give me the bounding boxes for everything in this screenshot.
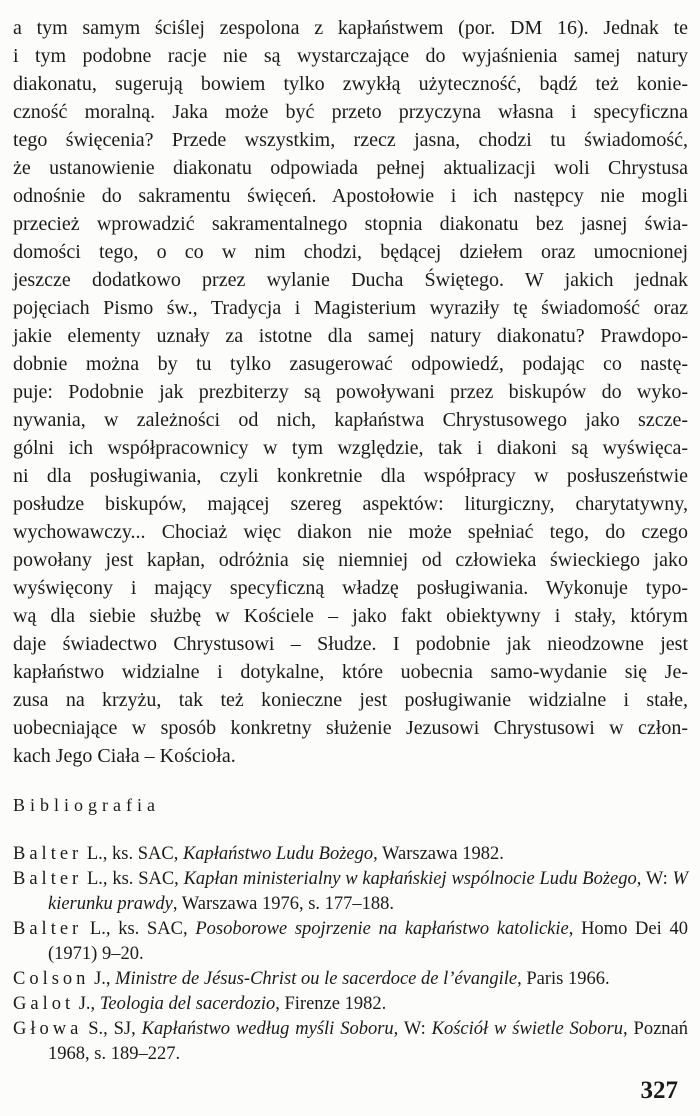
- bibliography-segment: , Poznań 1968, s. 189–227.: [48, 1019, 688, 1064]
- bibliography-segment: Kościół w świetle Soboru: [431, 1019, 624, 1039]
- body-line: przecież wprowadzić sakramentalnego stopnia diakonatu bez jasnej świa-: [13, 213, 688, 235]
- body-line: tego święcenia? Przede wszystkim, rzecz jasna, chodzi tu świadomość,: [13, 129, 688, 151]
- bibliography-entry: [13, 867, 688, 917]
- bibliography-segment: Ministre de Jésus-Christ ou le sacerdoce de l’évangile: [115, 969, 518, 989]
- bibliography-segment: Balter: [13, 844, 83, 864]
- bibliography-heading: Bibliografia: [13, 795, 160, 815]
- bibliography-segment: Balter: [13, 919, 83, 939]
- body-line: uobecniające w sposób konkretny służenie Jezusowi Chrystusowi w człon-: [13, 717, 688, 739]
- bibliography-segment: Kapłan ministerialny w kapłańskiej wspólnocie Ludu Bożego: [183, 869, 637, 889]
- body-line: diakonatu, sugerują bowiem tylko zwykłą użyteczność, bądź też konie-: [13, 73, 688, 95]
- body-line: pojęciach Pismo św., Tradycja i Magisterium wyraziły tę świadomość oraz: [13, 297, 688, 319]
- bibliography-entry: [13, 992, 688, 1017]
- body-line: powołany jest kapłan, odróżnia się niemniej od człowieka świeckiego jako: [13, 549, 688, 571]
- bibliography-segment: J.,: [89, 969, 116, 989]
- bibliography-segment: Kapłaństwo według myśli Soboru: [141, 1019, 394, 1039]
- body-line: gólni ich współpracownicy w tym względzie, tak i diakoni są wyświęca-: [13, 437, 688, 459]
- bibliography-segment: J.,: [74, 994, 100, 1014]
- body-line: dobnie można by tu tylko zasugerować odpowiedź, podając co nastę-: [13, 353, 688, 375]
- body-line: kach Jego Ciała – Kościoła.: [13, 745, 236, 767]
- body-line: jeszcze dodatkowo przez wylanie Ducha Świętego. W jakich jednak: [13, 269, 688, 291]
- body-line: daje świadectwo Chrystusowi – Słudze. I podobnie jak nieodzowne jest: [13, 633, 688, 655]
- body-line: jakie elementy uznały za istotne dla samej natury diakonatu? Prawdopo-: [13, 325, 688, 347]
- bibliography-segment: , Homo Dei 40 (1971) 9–20.: [48, 919, 688, 964]
- bibliography-segment: W kierunku prawdy: [48, 869, 688, 914]
- bibliography-segment: , Paris 1966.: [517, 969, 610, 989]
- body-line: ni dla posługiwania, czyli konkretnie dla współpracy w posłuszeństwie: [13, 465, 688, 487]
- bibliography-segment: Colson: [13, 969, 90, 989]
- body-line: nywania, w zależności od nich, kapłaństwa Chrystusowego jako szcze-: [13, 409, 688, 431]
- bibliography-segment: L., ks. SAC,: [82, 919, 196, 939]
- body-line: domości tego, o co w nim chodzi, będącej dziełem oraz umocnionej: [13, 241, 688, 263]
- body-line: wyświęcony i mający specyficzną władzę posługiwania. Wykonuje typo-: [13, 577, 688, 599]
- bibliography-segment: , Warszawa 1982.: [373, 844, 504, 864]
- body-line: wą dla siebie służbę w Kościele – jako fakt obiektywny i stały, którym: [13, 605, 688, 627]
- body-line: odnośnie do sakramentu święceń. Apostołowie i ich następcy nie mogli: [13, 185, 688, 207]
- bibliography-segment: , W:: [393, 1019, 432, 1039]
- bibliography-entry: [13, 1017, 688, 1067]
- body-line: że ustanowienie diakonatu odpowiada pełnej aktualizacji woli Chrystusa: [13, 157, 688, 179]
- bibliography-entry: [13, 842, 688, 867]
- body-line: czność moralną. Jaka może być przeto przyczyna własna i specyficzna: [13, 101, 688, 123]
- body-line: zusa na krzyżu, tak też konieczne jest posługiwanie widzialne i stałe,: [13, 689, 688, 711]
- body-line: kapłaństwo widzialne i dotykalne, które uobecnia samo-wydanie się Je-: [13, 661, 688, 683]
- bibliography-segment: , W:: [636, 869, 673, 889]
- bibliography-segment: L., ks. SAC,: [82, 844, 183, 864]
- bibliography-segment: Teologia del sacerdozio: [99, 994, 276, 1014]
- bibliography-segment: S., SJ,: [82, 1019, 142, 1039]
- bibliography-segment: , Warszawa 1976, s. 177–188.: [172, 894, 395, 914]
- body-line: puje: Podobnie jak prezbiterzy są powoływani przez biskupów do wyko-: [13, 381, 688, 403]
- body-line: wychowawczy... Chociaż więc diakon nie może spełniać tego, do czego: [13, 521, 688, 543]
- bibliography-segment: , Firenze 1982.: [275, 994, 387, 1014]
- body-line: posłudze biskupów, mającej szereg aspektów: liturgiczny, charytatywny,: [13, 493, 688, 515]
- bibliography-segment: L., ks. SAC,: [82, 869, 184, 889]
- bibliography-segment: Galot: [13, 994, 75, 1014]
- body-line: i tym podobne racje nie są wystarczające do wyjaśnienia samej natury: [13, 45, 688, 67]
- bibliography-segment: Balter: [13, 869, 83, 889]
- page-number: 327: [640, 1077, 678, 1104]
- bibliography-list: [13, 842, 688, 1067]
- bibliography-segment: Kapłaństwo Ludu Bożego: [182, 844, 374, 864]
- bibliography-segment: Głowa: [13, 1019, 83, 1039]
- bibliography-segment: Posoborowe spojrzenie na kapłaństwo katolickie: [195, 919, 569, 939]
- bibliography-entry: [13, 917, 688, 967]
- bibliography-entry: [13, 967, 688, 992]
- body-line: a tym samym ściślej zespolona z kapłaństwem (por. DM 16). Jednak te: [13, 17, 688, 39]
